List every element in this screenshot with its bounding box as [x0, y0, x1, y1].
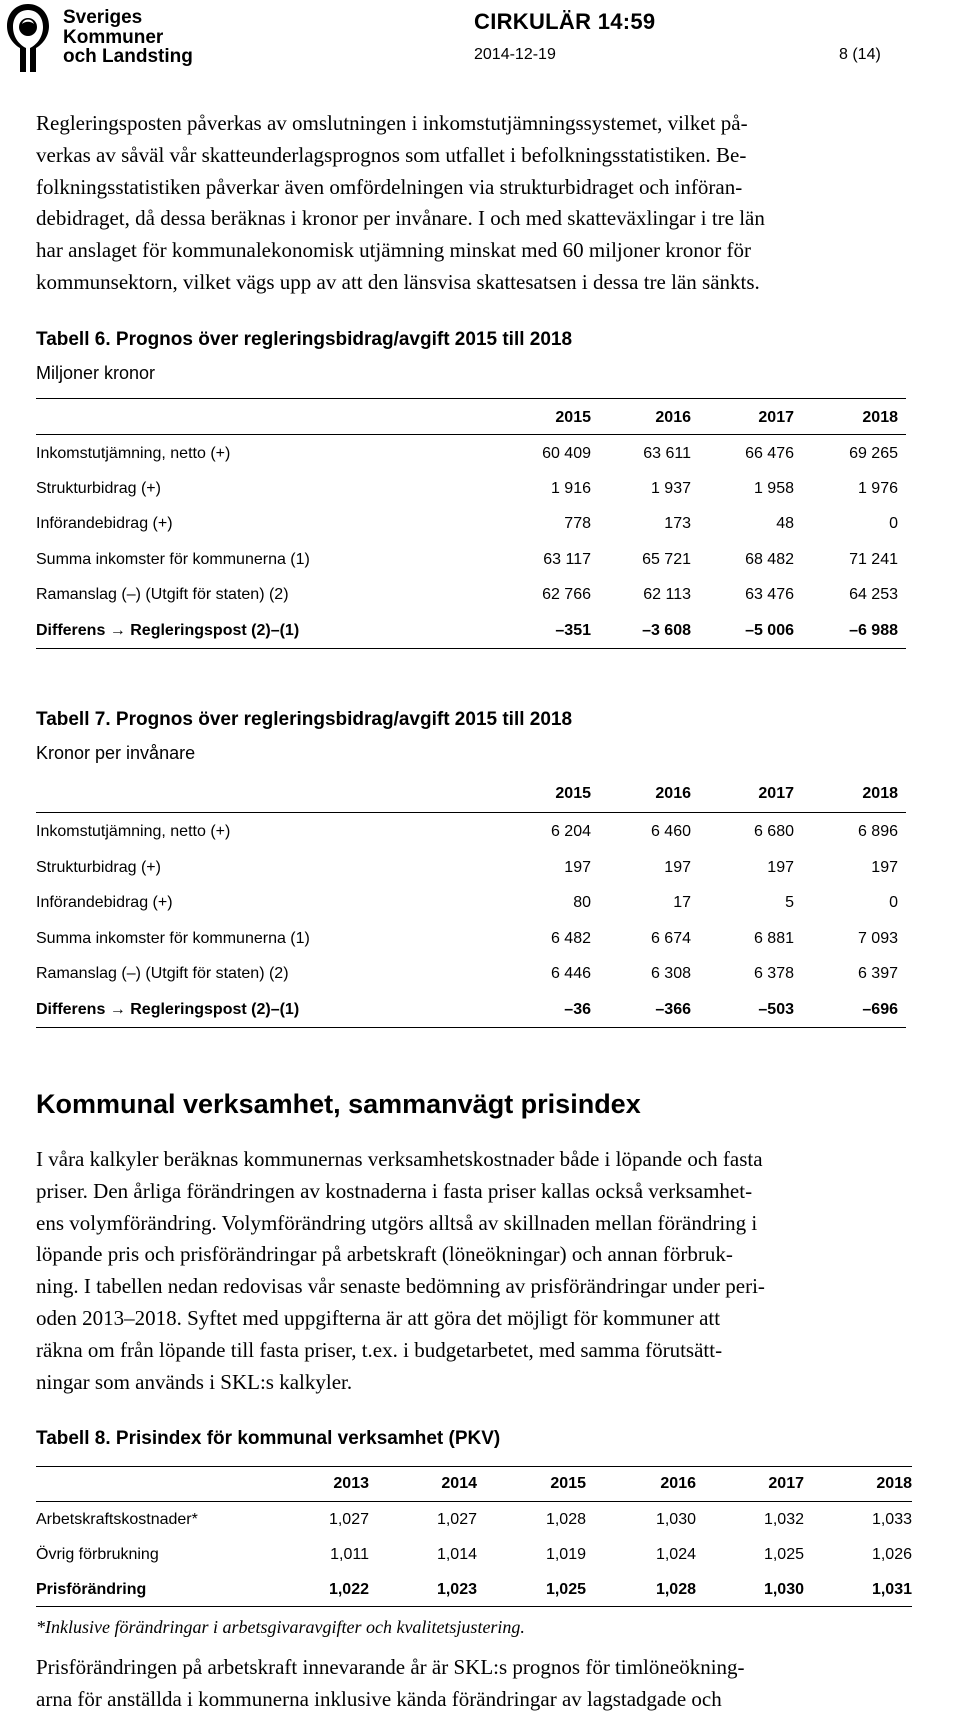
table-6-number: Tabell 6. [36, 329, 111, 350]
cell-value: 63 476 [745, 586, 794, 603]
cell-value: 1,025 [763, 1546, 804, 1563]
cell-value: –3 608 [642, 622, 691, 639]
row-label: Införandebidrag (+) [36, 515, 173, 532]
cell-value: 6 460 [650, 823, 691, 840]
table-8-bottom-rule [36, 1606, 912, 1607]
cell-value: 1 916 [550, 480, 591, 497]
year-header: 2017 [758, 409, 794, 426]
cell-value: 1,011 [330, 1546, 369, 1563]
cell-value: 1,031 [871, 1581, 912, 1598]
text-line: ning. I tabellen nedan redovisas vår senaste bedömning av prisförändringar under peri- [36, 1274, 765, 1299]
text-line: priser. Den årliga förändringen av kostnaderna i fasta priser kallas också verksamhet- [36, 1178, 753, 1203]
cell-value: 1,028 [545, 1511, 586, 1528]
text-line: kommunsektorn, vilket vägs upp av att den länsvisa skattesatsen i dessa tre län sänkts. [36, 269, 760, 294]
row-label: Strukturbidrag (+) [36, 859, 161, 876]
year-header: 2017 [758, 785, 794, 802]
table-8-number: Tabell 8. [36, 1428, 111, 1449]
cell-value: 6 680 [753, 823, 794, 840]
section-heading: Kommunal verksamhet, sammanvägt prisindex [36, 1089, 641, 1119]
year-header: 2015 [550, 1475, 586, 1492]
year-header: 2016 [655, 409, 691, 426]
cell-value: 1,030 [763, 1581, 804, 1598]
text-line: folkningsstatistiken påverkar även omfördelningen via strukturbidraget och införan- [36, 174, 743, 199]
row-label: Inkomstutjämning, netto (+) [36, 823, 231, 840]
row-label: Differens → Regleringspost (2)–(1) [36, 1001, 300, 1018]
cell-value: 68 482 [745, 551, 794, 568]
cell-value: –5 006 [745, 622, 794, 639]
text-line: Prisförändringen på arbetskraft innevarande år är SKL:s prognos för timlöneökning- [36, 1655, 745, 1679]
page-number: 8 (14) [839, 46, 881, 63]
cell-value: 48 [776, 515, 794, 532]
cell-value: 0 [889, 515, 898, 532]
org-line-3: och Landsting [63, 46, 193, 67]
skl-logo-icon [4, 2, 52, 74]
cell-value: 1 976 [857, 480, 898, 497]
paragraph-prisindex [36, 1144, 948, 1398]
row-label: Prisförändring [36, 1581, 147, 1598]
cell-value: 1,030 [655, 1511, 696, 1528]
table-7-bottom-rule [36, 1027, 906, 1028]
cell-value: 62 113 [643, 586, 691, 603]
text-line: ningar som används i SKL:s kalkyler. [36, 1369, 353, 1394]
cell-value: –6 988 [849, 622, 898, 639]
text-line: Regleringsposten påverkas av omslutningen i inkomstutjämningssystemet, vilket på- [36, 111, 748, 135]
cell-value: 778 [564, 515, 591, 532]
table-8-top-rule [36, 1466, 912, 1467]
cell-value: 6 397 [857, 965, 898, 982]
year-header: 2014 [441, 1475, 477, 1492]
cell-value: 173 [664, 515, 691, 532]
table-7-title: Prognos över regleringsbidrag/avgift 2015 till 2018 [110, 709, 573, 730]
cell-value: 197 [871, 859, 898, 876]
cell-value: 197 [767, 859, 794, 876]
table-6-header-rule [36, 434, 906, 435]
cell-value: 17 [673, 894, 691, 911]
cell-value: 6 896 [857, 823, 898, 840]
cell-value: 1,028 [655, 1581, 696, 1598]
cell-value: 0 [889, 894, 898, 911]
text-line: I våra kalkyler beräknas kommunernas verksamhetskostnader både i löpande och fasta [36, 1147, 763, 1171]
table-7-number: Tabell 7. [36, 709, 111, 730]
cell-value: 65 721 [642, 551, 691, 568]
cell-value: 1,032 [763, 1511, 804, 1528]
cell-value: 63 611 [643, 445, 691, 462]
text-line: arna för anställda i kommunerna inklusive kända förändringar av lagstadgade och [36, 1686, 722, 1711]
year-header: 2018 [862, 409, 898, 426]
row-label: Strukturbidrag (+) [36, 480, 161, 497]
text-line: har anslaget för kommunalekonomisk utjämning minskat med 60 miljoner kronor för [36, 238, 752, 263]
organization-name [63, 8, 193, 67]
cell-value: 62 766 [542, 586, 591, 603]
cell-value: 6 446 [550, 965, 591, 982]
cell-value: 6 378 [753, 965, 794, 982]
cell-value: 1,022 [328, 1581, 369, 1598]
text-line: verkas av såväl vår skatteunderlagsprognos som utfallet i befolkningsstatistiken. Be- [36, 142, 747, 167]
org-line-1: Sveriges [63, 7, 143, 28]
cell-value: 1,033 [871, 1511, 912, 1528]
row-label: Inkomstutjämning, netto (+) [36, 445, 231, 462]
page-header [0, 0, 960, 80]
cell-value: 1,027 [436, 1511, 477, 1528]
cell-value: –36 [564, 1001, 591, 1018]
cell-value: 1,023 [436, 1581, 477, 1598]
table-7-unit: Kronor per invånare [36, 743, 196, 763]
cell-value: 64 253 [849, 586, 898, 603]
text-line: oden 2013–2018. Syftet med uppgifterna är att göra det möjligt för kommuner att [36, 1305, 721, 1330]
table-8-caption [36, 1428, 500, 1450]
table-7-header-rule [36, 812, 906, 813]
cell-value: 1,026 [871, 1546, 912, 1563]
table-6-title: Prognos över regleringsbidrag/avgift 2015 till 2018 [110, 329, 573, 350]
cell-value: –366 [655, 1001, 691, 1018]
cell-value: 69 265 [849, 445, 898, 462]
paragraph-prisforandring [36, 1652, 948, 1716]
cell-value: 66 476 [745, 445, 794, 462]
cell-value: 71 241 [849, 551, 898, 568]
text-line: löpande pris och prisförändringar på arbetskraft (löneökningar) och annan förbruk- [36, 1242, 733, 1267]
table-8-footnote: *Inklusive förändringar i arbetsgivaravgifter och kvalitetsjustering. [36, 1617, 525, 1637]
circular-title: CIRKULÄR 14:59 [474, 9, 656, 34]
cell-value: 6 308 [650, 965, 691, 982]
year-header: 2018 [862, 785, 898, 802]
cell-value: –696 [862, 1001, 898, 1018]
year-header: 2016 [655, 785, 691, 802]
year-header: 2017 [768, 1475, 804, 1492]
table-6-top-rule [36, 398, 906, 399]
cell-value: 197 [664, 859, 691, 876]
row-label: Differens → Regleringspost (2)–(1) [36, 622, 300, 639]
cell-value: 197 [564, 859, 591, 876]
year-header: 2015 [555, 785, 591, 802]
cell-value: 1,019 [545, 1546, 586, 1563]
cell-value: 1,024 [655, 1546, 696, 1563]
cell-value: 5 [785, 894, 794, 911]
year-header: 2013 [333, 1475, 369, 1492]
cell-value: –503 [758, 1001, 794, 1018]
table-7-caption [36, 709, 572, 731]
row-label: Ramanslag (–) (Utgift för staten) (2) [36, 965, 289, 982]
row-label: Arbetskraftskostnader* [36, 1511, 198, 1528]
text-line: debidraget, då dessa beräknas i kronor per invånare. I och med skatteväxlingar i tre län [36, 206, 765, 231]
table-8-header-rule [36, 1501, 912, 1502]
cell-value: 1,014 [436, 1546, 477, 1563]
cell-value: 1,025 [545, 1581, 586, 1598]
row-label: Ramanslag (–) (Utgift för staten) (2) [36, 586, 289, 603]
cell-value: 6 674 [650, 930, 691, 947]
table-8-title: Prisindex för kommunal verksamhet (PKV) [110, 1428, 501, 1449]
org-line-2: Kommuner [63, 26, 164, 48]
text-line: ens volymförändring. Volymförändring utgörs alltså av skillnaden mellan förändring i [36, 1210, 758, 1235]
row-label: Summa inkomster för kommunerna (1) [36, 551, 310, 568]
cell-value: 6 482 [550, 930, 591, 947]
circular-date: 2014-12-19 [474, 46, 556, 63]
cell-value: –351 [555, 622, 591, 639]
cell-value: 6 881 [753, 930, 794, 947]
cell-value: 6 204 [550, 823, 591, 840]
year-header: 2016 [660, 1475, 696, 1492]
cell-value: 80 [573, 894, 591, 911]
row-label: Summa inkomster för kommunerna (1) [36, 930, 310, 947]
year-header: 2018 [876, 1475, 912, 1492]
year-header: 2015 [555, 409, 591, 426]
row-label: Införandebidrag (+) [36, 894, 173, 911]
cell-value: 63 117 [543, 551, 591, 568]
row-label: Övrig förbrukning [36, 1546, 159, 1563]
cell-value: 1,027 [328, 1511, 369, 1528]
paragraph-regleringsposten [36, 108, 948, 299]
table-6-caption [36, 329, 572, 351]
cell-value: 7 093 [857, 930, 898, 947]
cell-value: 1 937 [650, 480, 691, 497]
table-6-bottom-rule [36, 648, 906, 649]
text-line: räkna om från löpande till fasta priser, t.ex. i budgetarbetet, med samma förutsätt- [36, 1337, 723, 1362]
table-6-unit: Miljoner kronor [36, 363, 156, 383]
cell-value: 60 409 [542, 445, 591, 462]
cell-value: 1 958 [753, 480, 794, 497]
